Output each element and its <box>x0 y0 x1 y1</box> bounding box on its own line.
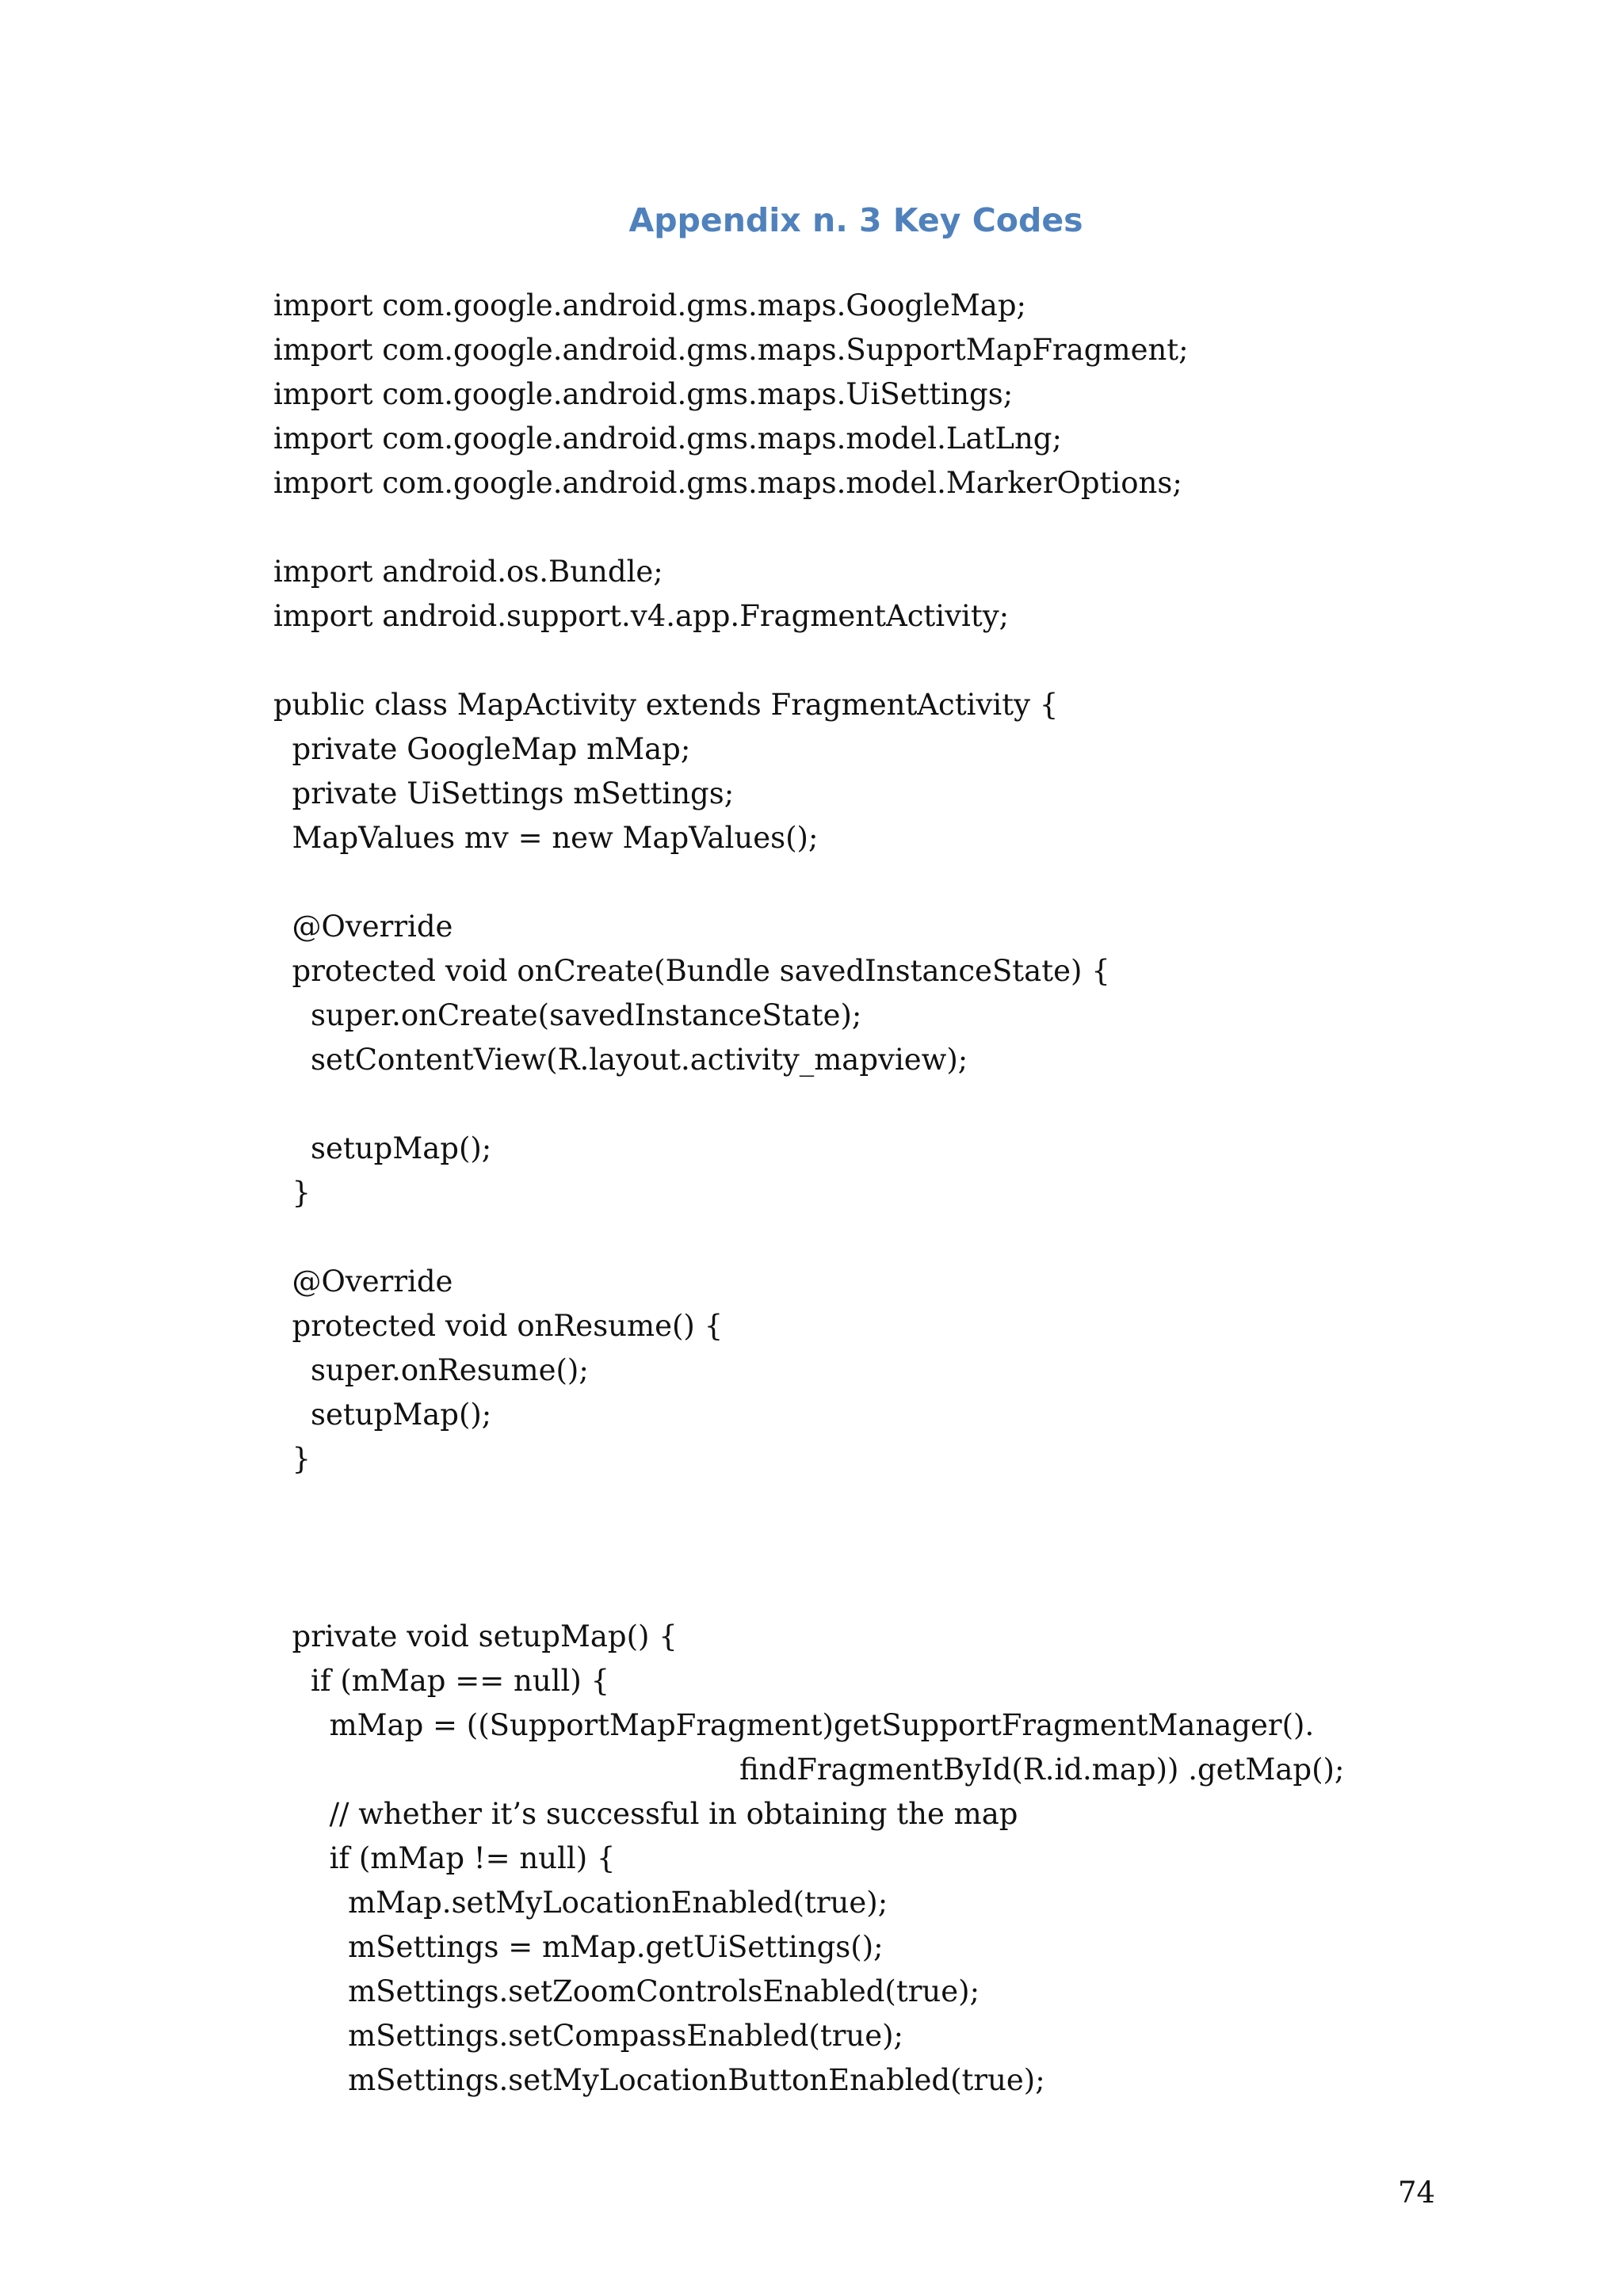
code-line: mMap.setMyLocationEnabled(true); <box>273 1886 888 1920</box>
code-line <box>273 860 1344 905</box>
code-line: mSettings.setZoomControlsEnabled(true); <box>273 1974 980 2008</box>
code-line: import com.google.android.gms.maps.model.MarkerOptions; <box>273 466 1182 500</box>
code-line: import com.google.android.gms.maps.UiSettings; <box>273 377 1014 411</box>
code-line <box>273 505 1344 550</box>
code-line: if (mMap == null) { <box>273 1664 610 1698</box>
page-number: 74 <box>1398 2176 1436 2210</box>
code-line <box>273 1082 1344 1127</box>
code-line: findFragmentById(R.id.map)) .getMap(); <box>273 1753 1345 1787</box>
appendix-heading: Appendix n. 3 Key Codes <box>628 201 1083 239</box>
code-line: // whether it’s successful in obtaining the map <box>273 1797 1018 1831</box>
code-line <box>273 1482 1344 1526</box>
code-line: setupMap(); <box>273 1131 492 1165</box>
code-line: private UiSettings mSettings; <box>273 776 735 810</box>
code-line: mSettings.setMyLocationButtonEnabled(true); <box>273 2063 1045 2097</box>
code-line: import com.google.android.gms.maps.SupportMapFragment; <box>273 333 1189 367</box>
code-line: super.onResume(); <box>273 1353 589 1387</box>
code-line: } <box>273 1442 311 1476</box>
code-line: private void setupMap() { <box>273 1619 678 1653</box>
code-line: mSettings = mMap.getUiSettings(); <box>273 1930 884 1964</box>
code-line: MapValues mv = new MapValues(); <box>273 821 819 855</box>
code-line: import android.os.Bundle; <box>273 555 663 589</box>
code-line: super.onCreate(savedInstanceState); <box>273 998 862 1032</box>
code-line: @Override <box>273 910 453 944</box>
code-line: protected void onResume() { <box>273 1309 724 1343</box>
code-line: mSettings.setCompassEnabled(true); <box>273 2019 904 2053</box>
code-line: import android.support.v4.app.FragmentActivity; <box>273 599 1010 633</box>
code-line: import com.google.android.gms.maps.model.LatLng; <box>273 421 1062 456</box>
code-line <box>273 1570 1344 1615</box>
code-line: mMap = ((SupportMapFragment)getSupportFragmentManager(). <box>273 1708 1315 1742</box>
code-line: } <box>273 1176 311 1210</box>
code-line <box>273 639 1344 683</box>
code-line: import com.google.android.gms.maps.GoogleMap; <box>273 288 1026 322</box>
code-line <box>273 1215 1344 1260</box>
code-line: if (mMap != null) { <box>273 1841 616 1875</box>
code-line: public class MapActivity extends FragmentActivity { <box>273 688 1059 722</box>
code-line: private GoogleMap mMap; <box>273 732 691 766</box>
code-line: setupMap(); <box>273 1398 492 1432</box>
code-listing <box>273 284 1344 2103</box>
code-line <box>273 1526 1344 1570</box>
code-line: protected void onCreate(Bundle savedInstanceState) { <box>273 954 1110 988</box>
code-line: @Override <box>273 1264 453 1299</box>
code-line: setContentView(R.layout.activity_mapview); <box>273 1043 968 1077</box>
